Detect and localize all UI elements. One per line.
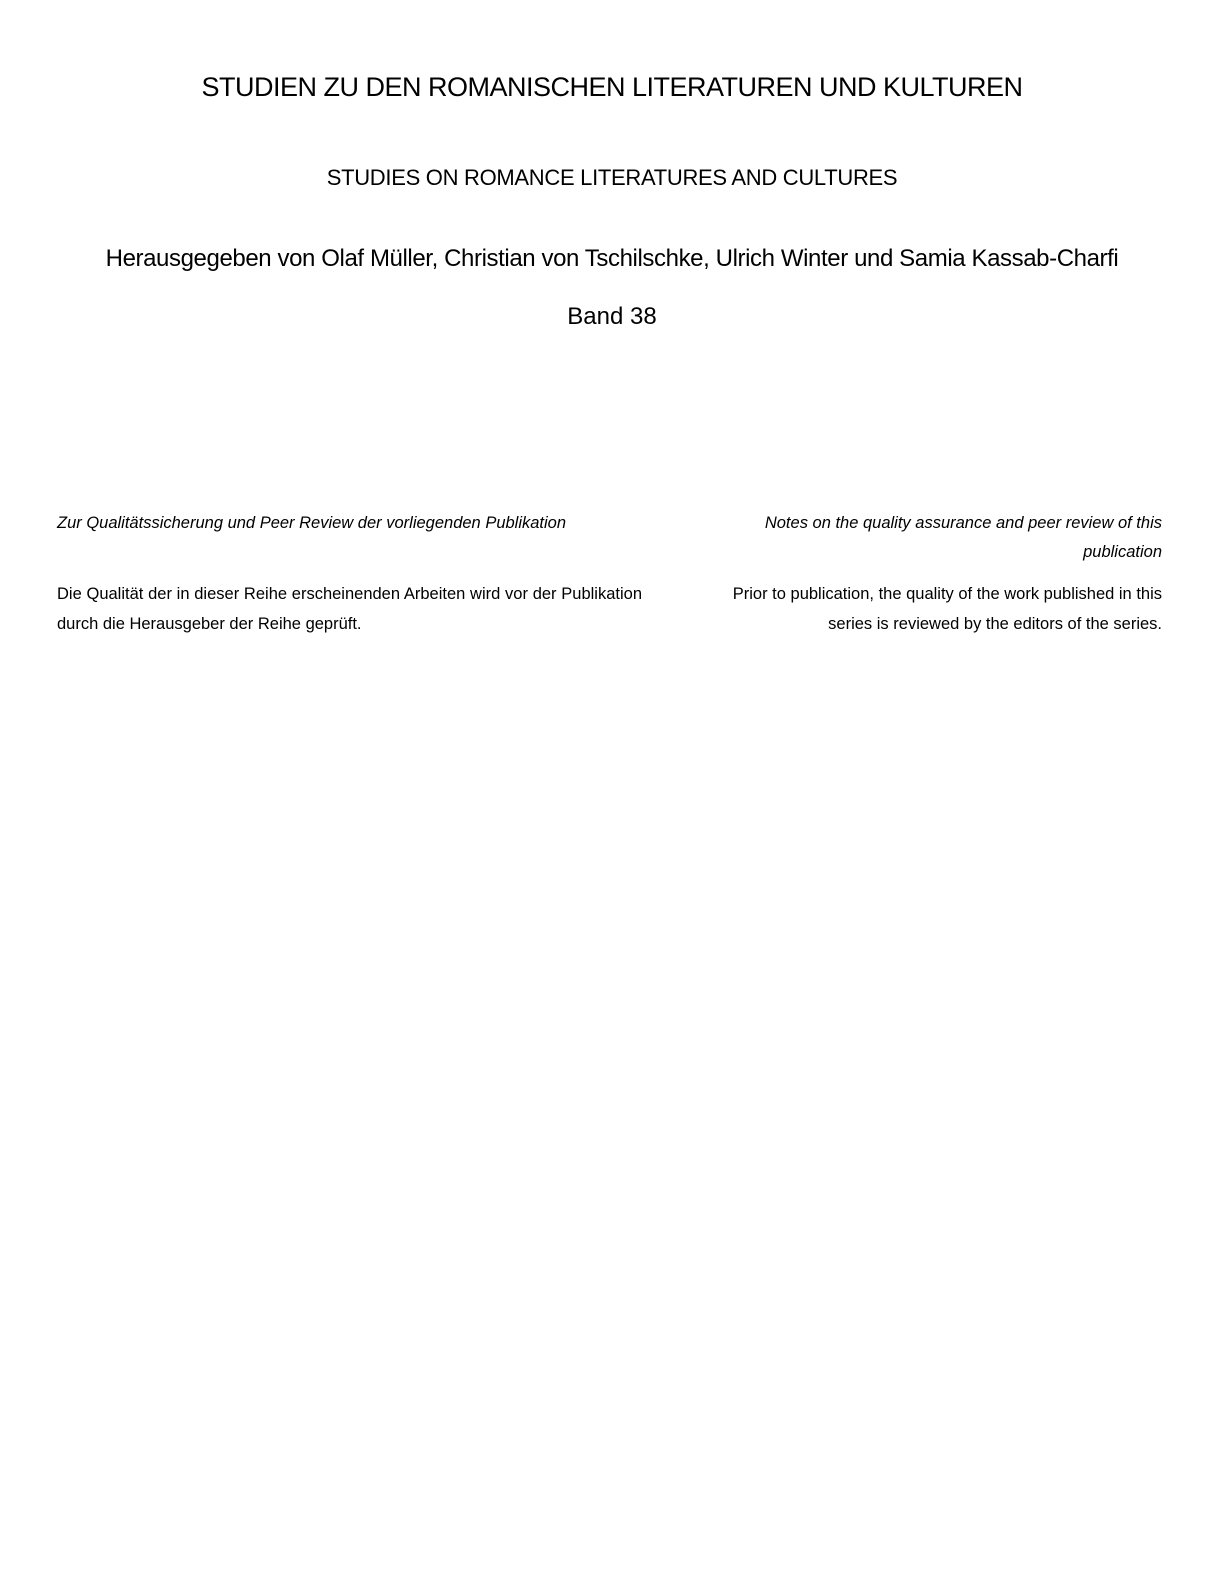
quality-note-german-column: [57, 509, 642, 639]
quality-note-english-column: [692, 509, 1162, 639]
quality-note-german-body: Die Qualität der in dieser Reihe erscheinenden Arbeiten wird vor der Publikation durch die Herausgeber der Reihe geprüft.: [57, 585, 642, 633]
quality-note-english-heading: Notes on the quality assurance and peer review of this publication: [764, 514, 1162, 561]
volume-number: Band 38: [567, 303, 657, 330]
editors-line: Herausgegeben von Olaf Müller, Christian von Tschilschke, Ulrich Winter und Samia Kassab-Charfi: [105, 245, 1119, 272]
quality-note-german-heading: Zur Qualitätssicherung und Peer Review der vorliegenden Publikation: [57, 514, 567, 532]
quality-note-english-body: Prior to publication, the quality of the work published in this series is reviewed by the editors of the series.: [732, 585, 1162, 633]
series-title-german: STUDIEN ZU DEN ROMANISCHEN LITERATUREN UND KULTUREN: [201, 72, 1023, 102]
quality-notes-section: [57, 509, 1162, 639]
series-title-english: STUDIES ON ROMANCE LITERATURES AND CULTURES: [326, 165, 898, 190]
